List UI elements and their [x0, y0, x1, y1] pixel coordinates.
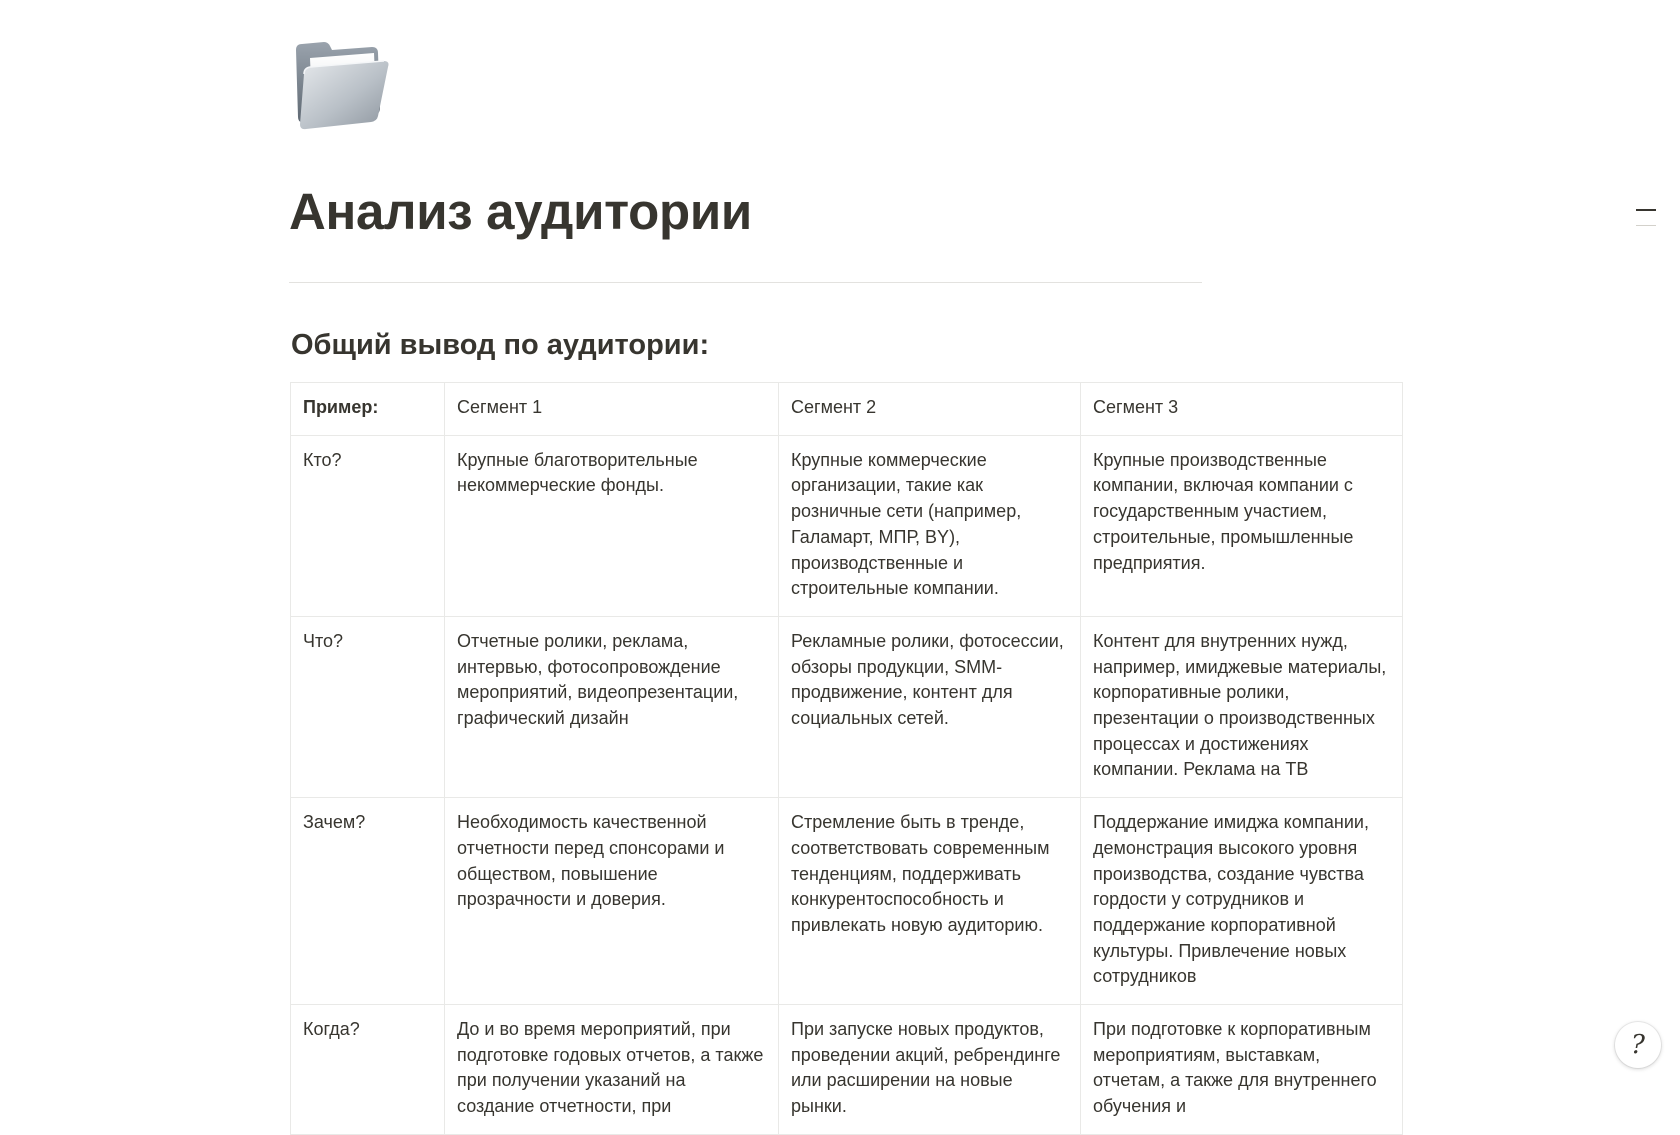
table-cell[interactable]: Рекламные ролики, фотосессии, обзоры продукции, SMM-продвижение, контент для социальных сетей. [779, 616, 1081, 797]
table-cell[interactable]: При подготовке к корпоративным мероприятиям, выставкам, отчетам, а также для внутреннего обучения и [1081, 1005, 1403, 1135]
page-title[interactable]: Анализ аудитории [289, 183, 752, 240]
table-row-label[interactable]: Что? [291, 616, 445, 797]
table-cell[interactable]: Крупные благотворительные некоммерческие фонды. [445, 435, 779, 616]
divider [289, 282, 1202, 283]
table-header-cell[interactable]: Сегмент 1 [445, 383, 779, 436]
toc-line [1636, 209, 1656, 211]
audience-table [290, 382, 1403, 1135]
table-cell[interactable]: Поддержание имиджа компании, демонстрация высокого уровня производства, создание чувства гордости у сотрудников и поддержание корпоративной культуры. Привлечение новых сотрудников [1081, 798, 1403, 1005]
table-header-cell[interactable]: Сегмент 2 [779, 383, 1081, 436]
table-of-contents-icon[interactable] [1636, 209, 1656, 240]
folder-icon[interactable] [290, 34, 394, 134]
table-row-label[interactable]: Когда? [291, 1005, 445, 1135]
table-row [291, 435, 1403, 616]
table-row [291, 616, 1403, 797]
table-row-label[interactable]: Зачем? [291, 798, 445, 1005]
table-row-label[interactable]: Кто? [291, 435, 445, 616]
table-cell[interactable]: При запуске новых продуктов, проведении акций, ребрендинге или расширении на новые рынки. [779, 1005, 1081, 1135]
table-row [291, 798, 1403, 1005]
table-header-row [291, 383, 1403, 436]
section-heading[interactable]: Общий вывод по аудитории: [291, 329, 710, 361]
table-cell[interactable]: Контент для внутренних нужд, например, имиджевые материалы, корпоративные ролики, презентации о производственных процессах и достижениях компании. Реклама на ТВ [1081, 616, 1403, 797]
table-cell[interactable]: Отчетные ролики, реклама, интервью, фотосопровождение мероприятий, видеопрезентации, графический дизайн [445, 616, 779, 797]
table-cell[interactable]: Крупные коммерческие организации, такие как розничные сети (например, Галамарт, МПР, BY), производственные и строительные компании. [779, 435, 1081, 616]
table-header-cell[interactable]: Пример: [291, 383, 445, 436]
table-row [291, 1005, 1403, 1135]
help-icon: ? [1631, 1030, 1645, 1060]
toc-line [1636, 225, 1656, 226]
help-button[interactable] [1615, 1022, 1661, 1068]
table-cell[interactable]: Необходимость качественной отчетности перед спонсорами и обществом, повышение прозрачности и доверия. [445, 798, 779, 1005]
table-header-cell[interactable]: Сегмент 3 [1081, 383, 1403, 436]
table-cell[interactable]: Крупные производственные компании, включая компании с государственным участием, строительные, промышленные предприятия. [1081, 435, 1403, 616]
table-cell[interactable]: Стремление быть в тренде, соответствовать современным тенденциям, поддерживать конкурентоспособность и привлекать новую аудиторию. [779, 798, 1081, 1005]
table-cell[interactable]: До и во время мероприятий, при подготовке годовых отчетов, а также при получении указаний на создание отчетности, при [445, 1005, 779, 1135]
